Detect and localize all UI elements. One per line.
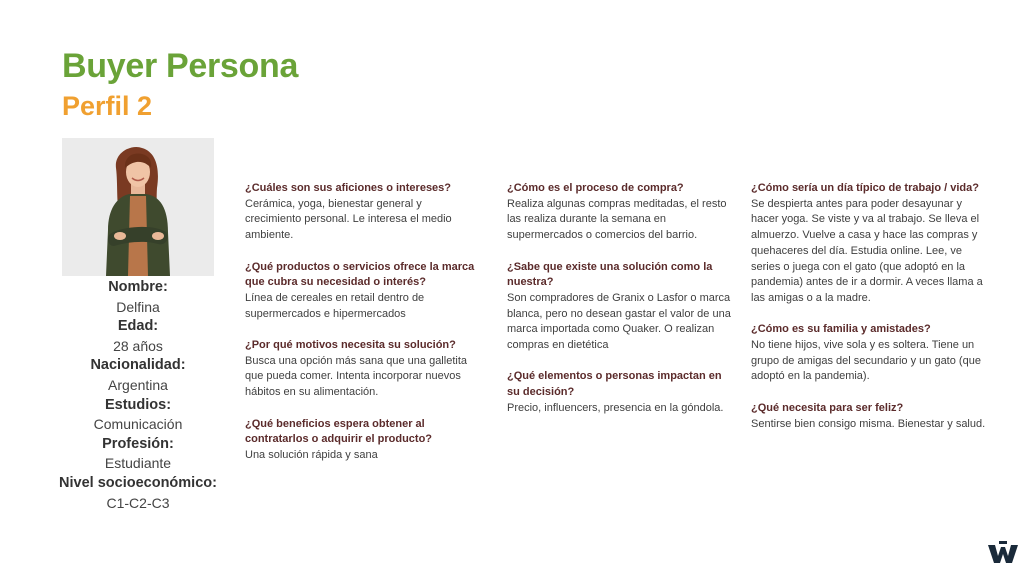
- persona-photo: [62, 138, 214, 276]
- question: ¿Qué beneficios espera obtener al contratarlos o adquirir el producto?: [245, 417, 433, 446]
- qa-block: [751, 322, 991, 385]
- qa-block: [507, 260, 735, 354]
- question: ¿Qué elementos o personas impactan en su decisión?: [507, 370, 722, 399]
- profile-label-profession: Profesión:: [102, 435, 174, 452]
- w-logo-icon: [988, 541, 1018, 565]
- qa-block: [507, 369, 735, 416]
- page-title: Buyer Persona: [62, 47, 299, 85]
- profile-value-name: Delfina: [116, 298, 160, 315]
- profile-label-name: Nombre:: [108, 279, 168, 295]
- answer: Una solución rápida y sana: [245, 448, 378, 461]
- answer: Realiza algunas compras meditadas, el resto las realiza durante la semana en supermercados o comercios del barrio.: [507, 197, 727, 242]
- qa-block: [751, 401, 991, 432]
- answer: Cerámica, yoga, bienestar general y crecimiento personal. Le interesa el medio ambiente.: [245, 197, 452, 242]
- profile-label-socioeconomic: Nivel socioeconómico:: [59, 474, 217, 491]
- qa-block: [507, 181, 735, 244]
- question: ¿Cuáles son sus aficiones o intereses?: [245, 182, 452, 194]
- profile-label-age: Edad:: [117, 318, 159, 335]
- qa-block: [245, 417, 475, 464]
- answer: Línea de cereales en retail dentro de supermercados e hipermercados: [245, 291, 425, 320]
- question: ¿Cómo sería un día típico de trabajo / vida?: [751, 182, 979, 194]
- question: ¿Qué necesita para ser feliz?: [751, 401, 904, 414]
- questions-column-1: [245, 181, 475, 479]
- qa-block: [245, 338, 475, 401]
- answer: Busca una opción más sana que una galletita que pueda comer. Intenta incorporar nuevos hábitos en su alimentación.: [245, 354, 467, 399]
- questions-column-2: [507, 181, 735, 432]
- profile-label-nationality: Nacionalidad:: [90, 357, 186, 374]
- question: ¿Por qué motivos necesita su solución?: [245, 339, 456, 351]
- answer: Son compradores de Granix o Lasfor o marca blanca, pero no desean gastar el valor de una marca importada como Quaker. O realizan compras en dietética: [507, 291, 731, 352]
- profile-value-nationality: Argentina: [108, 376, 168, 393]
- qa-block: [245, 260, 475, 323]
- person-illustration: [62, 138, 214, 276]
- profile-value-age: 28 años: [113, 337, 163, 354]
- profile-value-profession: Estudiante: [104, 455, 172, 472]
- questions-column-3: [751, 181, 991, 448]
- question: ¿Cómo es el proceso de compra?: [507, 182, 684, 194]
- persona-profile: [40, 278, 236, 513]
- question: ¿Qué productos o servicios ofrece la marca que cubra su necesidad o interés?: [245, 260, 475, 289]
- answer: Precio, influencers, presencia en la góndola.: [507, 401, 724, 414]
- answer: Sentirse bien consigo misma. Bienestar y salud.: [751, 417, 986, 430]
- qa-block: [751, 181, 991, 307]
- profile-value-studies: Comunicación: [93, 416, 183, 433]
- question: ¿Sabe que existe una solución como la nuestra?: [507, 260, 713, 289]
- profile-value-socioeconomic: C1-C2-C3: [106, 494, 170, 511]
- qa-block: [245, 181, 475, 244]
- answer: Se despierta antes para poder desayunar y hacer yoga. Se viste y va al trabajo. Se lleva el almuerzo. Vuelve a casa y hace las compras y quehaceres del día. Estudia online. Lee, ve series o juega con el gato (que adoptó en la pandemia) antes de ir a dormir. A veces llama a las amigas o a la madre.: [751, 197, 983, 304]
- page-subtitle: Perfil 2: [62, 91, 153, 121]
- profile-label-studies: Estudios:: [104, 396, 172, 413]
- question: ¿Cómo es su familia y amistades?: [751, 323, 931, 336]
- answer: No tiene hijos, vive sola y es soltera. Tiene un grupo de amigas del secundario y un gato (que adoptó en la pandemia).: [751, 339, 981, 383]
